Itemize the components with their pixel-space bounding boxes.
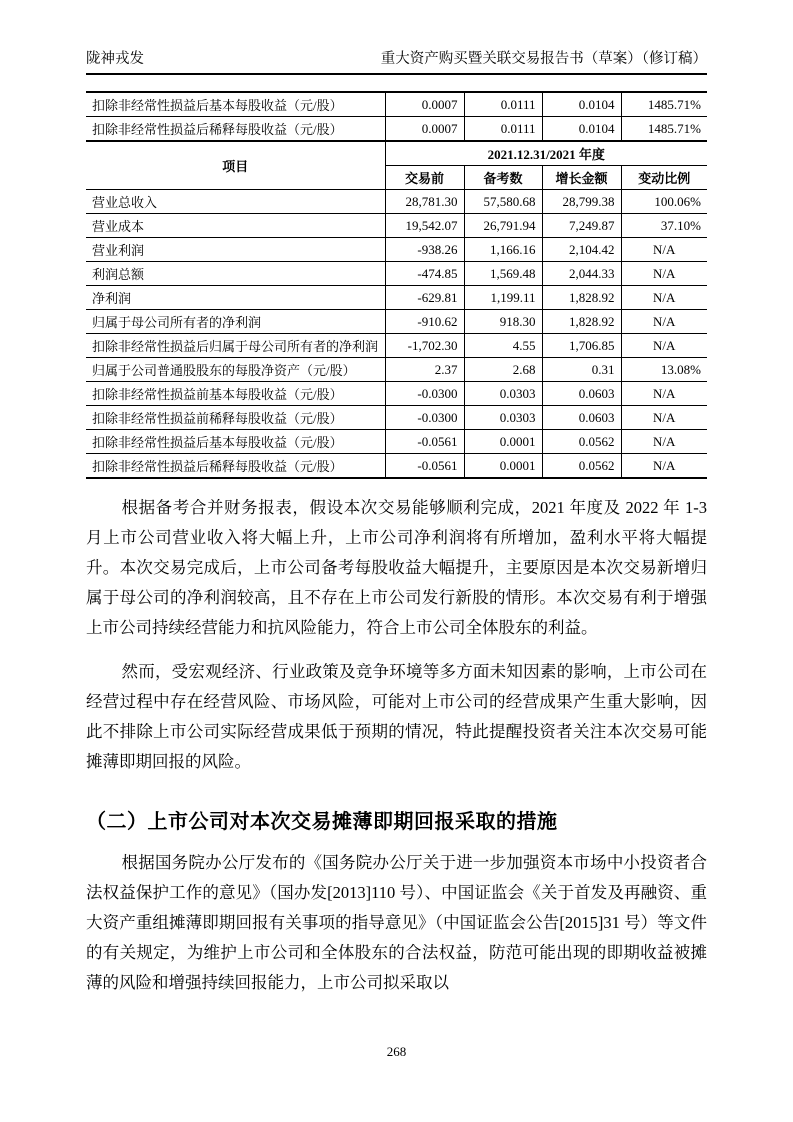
cell-value: 19,542.07 xyxy=(385,214,464,238)
table-row xyxy=(86,262,707,286)
cell-value: 0.0603 xyxy=(542,382,621,406)
table-row xyxy=(86,117,707,142)
cell-value: 0.0001 xyxy=(464,430,542,454)
cell-value: 37.10% xyxy=(621,214,707,238)
header-report-title: 重大资产购买暨关联交易报告书（草案）（修订稿） xyxy=(380,51,707,67)
row-label: 扣除非经常性损益前基本每股收益（元/股） xyxy=(86,382,385,406)
cell-value: 0.0562 xyxy=(542,454,621,479)
financial-comparison-table xyxy=(86,91,707,479)
row-label: 净利润 xyxy=(86,286,385,310)
table-row xyxy=(86,238,707,262)
cell-value: 0.0104 xyxy=(542,117,621,142)
table-row xyxy=(86,92,707,117)
cell-value: N/A xyxy=(621,262,707,286)
cell-value: -910.62 xyxy=(385,310,464,334)
paragraph-regulations: 根据国务院办公厅发布的《国务院办公厅关于进一步加强资本市场中小投资者合法权益保护工作的意见》（国办发[2013]110 号）、中国证监会《关于首发及再融资、重大资产重组摊薄即期回报有关事项的指导意见》（中国证监会公告[2015]31 号）等文件的有关规定，为维护上市公司和全体股东的合法权益，防范可能出现的即期收益被摊薄的风险和增强持续回报能力，上市公司拟采取以 xyxy=(86,853,707,992)
row-label: 扣除非经常性损益前稀释每股收益（元/股） xyxy=(86,406,385,430)
table-row xyxy=(86,214,707,238)
cell-value: -629.81 xyxy=(385,286,464,310)
cell-value: 0.0111 xyxy=(464,117,542,142)
row-label: 营业利润 xyxy=(86,238,385,262)
table-row xyxy=(86,406,707,430)
table-row xyxy=(86,190,707,214)
table-row xyxy=(86,310,707,334)
cell-value: 2.37 xyxy=(385,358,464,382)
paragraph-proforma-analysis: 根据备考合并财务报表，假设本次交易能够顺利完成，2021 年度及 2022 年 1-3 月上市公司营业收入将大幅上升，上市公司净利润将有所增加，盈利水平将大幅提升。本次交易完成后，上市公司备考每股收益大幅提升，主要原因是本次交易新增归属于母公司的净利润较高，且不存在上市公司发行新股的情形。本次交易有利于增强上市公司持续经营能力和抗风险能力，符合上市公司全体股东的利益。 xyxy=(86,498,707,637)
header-company-name: 陇神戎发 xyxy=(86,51,144,67)
column-header-pre-deal: 交易前 xyxy=(385,166,464,190)
cell-value: -938.26 xyxy=(385,238,464,262)
cell-value: -0.0300 xyxy=(385,382,464,406)
cell-value: 0.0007 xyxy=(385,117,464,142)
cell-value: 2.68 xyxy=(464,358,542,382)
cell-value: -0.0561 xyxy=(385,430,464,454)
cell-value: N/A xyxy=(621,430,707,454)
row-label: 归属于母公司所有者的净利润 xyxy=(86,310,385,334)
cell-value: 1485.71% xyxy=(621,117,707,142)
cell-value: -1,702.30 xyxy=(385,334,464,358)
cell-value: 0.0001 xyxy=(464,454,542,479)
cell-value: 1,166.16 xyxy=(464,238,542,262)
cell-value: 57,580.68 xyxy=(464,190,542,214)
cell-value: 28,799.38 xyxy=(542,190,621,214)
cell-value: 28,781.30 xyxy=(385,190,464,214)
cell-value: 0.31 xyxy=(542,358,621,382)
table-row xyxy=(86,382,707,406)
table-row xyxy=(86,334,707,358)
cell-value: 0.0111 xyxy=(464,92,542,117)
cell-value: 0.0603 xyxy=(542,406,621,430)
running-header xyxy=(86,50,707,75)
cell-value: 7,249.87 xyxy=(542,214,621,238)
cell-value: -0.0300 xyxy=(385,406,464,430)
table-header-row-period xyxy=(86,141,707,166)
cell-value: N/A xyxy=(621,406,707,430)
cell-value: 4.55 xyxy=(464,334,542,358)
cell-value: 1,828.92 xyxy=(542,286,621,310)
cell-value: 0.0104 xyxy=(542,92,621,117)
cell-value: 100.06% xyxy=(621,190,707,214)
row-label: 扣除非经常性损益后稀释每股收益（元/股） xyxy=(86,454,385,479)
cell-value: 2,044.33 xyxy=(542,262,621,286)
cell-value: -474.85 xyxy=(385,262,464,286)
row-label: 归属于公司普通股股东的每股净资产（元/股） xyxy=(86,358,385,382)
row-label: 扣除非经常性损益后稀释每股收益（元/股） xyxy=(86,117,385,142)
cell-value: 0.0303 xyxy=(464,406,542,430)
cell-value: 0.0007 xyxy=(385,92,464,117)
cell-value: -0.0561 xyxy=(385,454,464,479)
cell-value: 1,199.11 xyxy=(464,286,542,310)
column-header-change-ratio: 变动比例 xyxy=(621,166,707,190)
cell-value: 1,706.85 xyxy=(542,334,621,358)
cell-value: 0.0303 xyxy=(464,382,542,406)
cell-value: N/A xyxy=(621,286,707,310)
cell-value: 1,828.92 xyxy=(542,310,621,334)
cell-value: N/A xyxy=(621,454,707,479)
row-label: 扣除非经常性损益后基本每股收益（元/股） xyxy=(86,430,385,454)
row-label: 营业成本 xyxy=(86,214,385,238)
column-header-growth-amount: 增长金额 xyxy=(542,166,621,190)
cell-value: N/A xyxy=(621,310,707,334)
cell-value: 2,104.42 xyxy=(542,238,621,262)
column-header-proforma: 备考数 xyxy=(464,166,542,190)
cell-value: 0.0562 xyxy=(542,430,621,454)
cell-value: 918.30 xyxy=(464,310,542,334)
row-label: 营业总收入 xyxy=(86,190,385,214)
cell-value: N/A xyxy=(621,382,707,406)
cell-value: 1,569.48 xyxy=(464,262,542,286)
cell-value: 13.08% xyxy=(621,358,707,382)
cell-value: N/A xyxy=(621,238,707,262)
table-row xyxy=(86,358,707,382)
cell-value: N/A xyxy=(621,334,707,358)
table-row xyxy=(86,454,707,479)
cell-value: 1485.71% xyxy=(621,92,707,117)
column-header-period: 2021.12.31/2021 年度 xyxy=(385,141,707,166)
table-row xyxy=(86,286,707,310)
paragraph-risk-reminder: 然而，受宏观经济、行业政策及竞争环境等多方面未知因素的影响，上市公司在经营过程中存在经营风险、市场风险，可能对上市公司的经营成果产生重大影响，因此不排除上市公司实际经营成果低于预期的情况，特此提醒投资者关注本次交易可能摊薄即期回报的风险。 xyxy=(86,662,707,771)
column-header-item: 项目 xyxy=(86,141,385,190)
row-label: 扣除非经常性损益后归属于母公司所有者的净利润 xyxy=(86,334,385,358)
row-label: 利润总额 xyxy=(86,262,385,286)
table-row xyxy=(86,430,707,454)
body-text xyxy=(86,493,707,998)
row-label: 扣除非经常性损益后基本每股收益（元/股） xyxy=(86,92,385,117)
section-heading: （二）上市公司对本次交易摊薄即期回报采取的措施 xyxy=(86,811,558,833)
page-number: 268 xyxy=(386,1044,407,1059)
cell-value: 26,791.94 xyxy=(464,214,542,238)
